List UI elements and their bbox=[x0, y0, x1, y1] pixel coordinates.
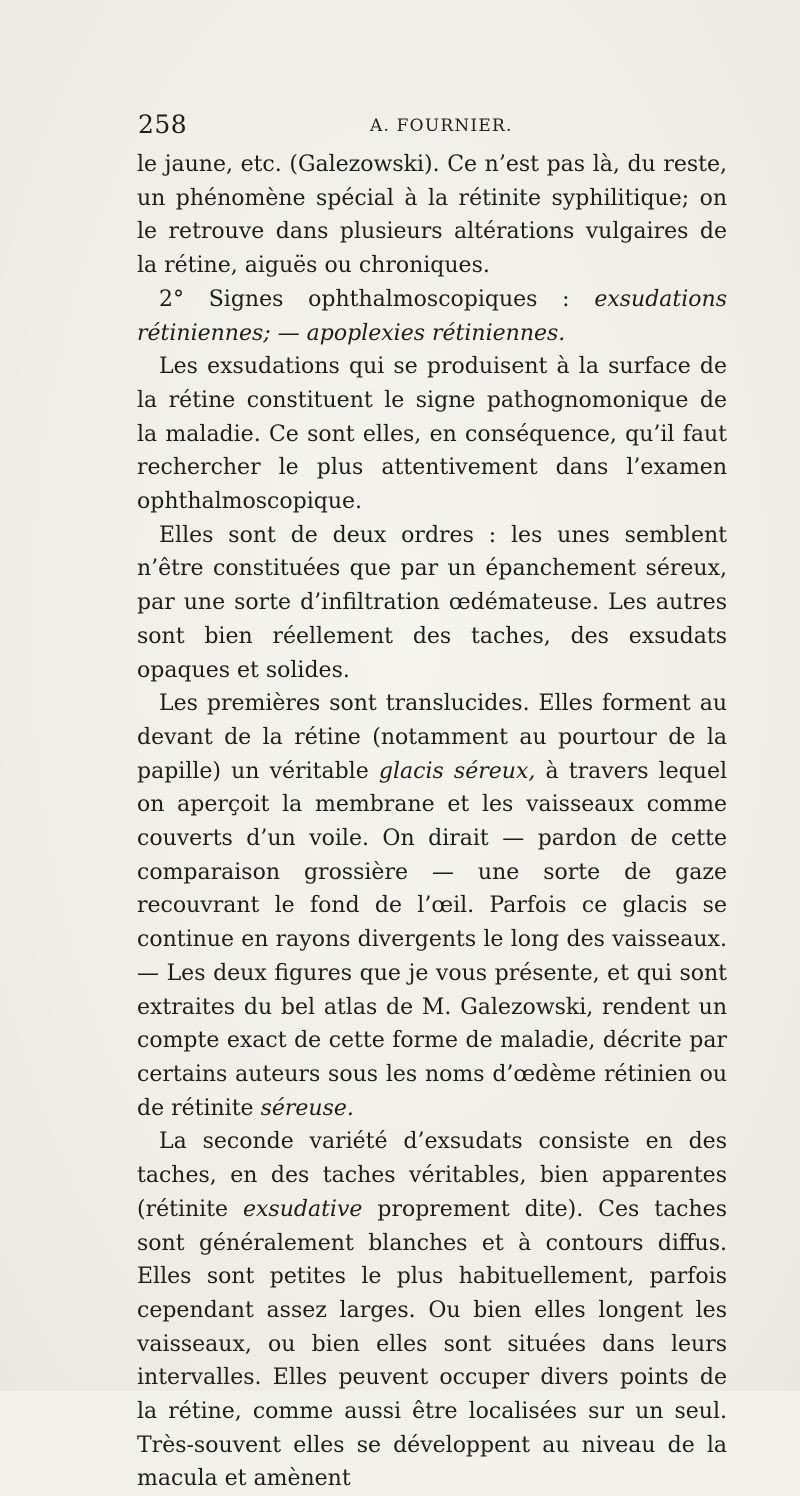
text-run: Les premières sont translucides. Elles forment au devant de la rétine (notamment au pourtour de la papille) un véritable bbox=[137, 691, 727, 784]
italic-run: séreuse. bbox=[260, 1095, 354, 1121]
text-run: Les exsudations qui se produisent à la surface de la rétine constituent le signe pathognomonique de la maladie. Ce sont elles, en conséquence, qu’il faut rechercher le plus attentivement dans l’examen ophthalmoscopique. bbox=[137, 354, 727, 515]
paragraph bbox=[137, 283, 727, 350]
paragraph bbox=[137, 350, 727, 519]
italic-run: exsudations rétiniennes; — apoplexies rétiniennes. bbox=[137, 286, 727, 346]
italic-run: exsudative bbox=[243, 1196, 363, 1222]
page-number: 258 bbox=[138, 110, 188, 139]
running-head: A. FOURNIER. bbox=[370, 116, 513, 136]
body-text bbox=[137, 148, 727, 1496]
paragraph bbox=[137, 519, 727, 688]
page-header bbox=[138, 110, 728, 150]
text-run: le jaune, etc. (Galezowski). Ce n’est pas là, du reste, un phénomène spécial à la rétinite syphilitique; on le retrouve dans plusieurs altérations vulgaires de la rétine, aiguës ou chroniques. bbox=[137, 152, 727, 279]
paragraph bbox=[137, 687, 727, 1125]
paragraph bbox=[137, 1125, 727, 1496]
text-run: proprement dite). Ces taches sont généralement blanches et à contours diffus. Elles sont petites le plus habituellement, parfois cependant assez larges. Ou bien elles longent les vaisseaux, ou bien elles sont situées dans leurs intervalles. Elles peuvent occuper divers points de la rétine, comme aussi être localisées sur un seul. Très-souvent elles se développent au niveau de la macula et amènent bbox=[137, 1196, 727, 1492]
text-run: La seconde variété d’exsudats consiste en des taches, en des taches véritables, bien apparentes (rétinite bbox=[137, 1129, 727, 1222]
text-run: Elles sont de deux ordres : les unes semblent n’être constituées que par un épanchement séreux, par une sorte d’infiltration œdémateuse. Les autres sont bien réellement des taches, des exsudats opaques et solides. bbox=[137, 522, 727, 683]
text-run: à travers lequel on aperçoit la membrane et les vaisseaux comme couverts d’un voile. On dirait — pardon de cette comparaison grossière — une sorte de gaze recouvrant le fond de l’œil. Parfois ce glacis se continue en rayons divergents le long des vaisseaux. — Les deux figures que je vous présente, et qui sont extraites du bel atlas de M. Galezowski, rendent un compte exact de cette forme de maladie, décrite par certains auteurs sous les noms d’œdème rétinien ou de rétinite bbox=[137, 758, 727, 1121]
paragraph bbox=[137, 148, 727, 283]
italic-run: glacis séreux, bbox=[378, 758, 536, 784]
text-run: 2° Signes ophthalmoscopiques : bbox=[159, 286, 595, 312]
